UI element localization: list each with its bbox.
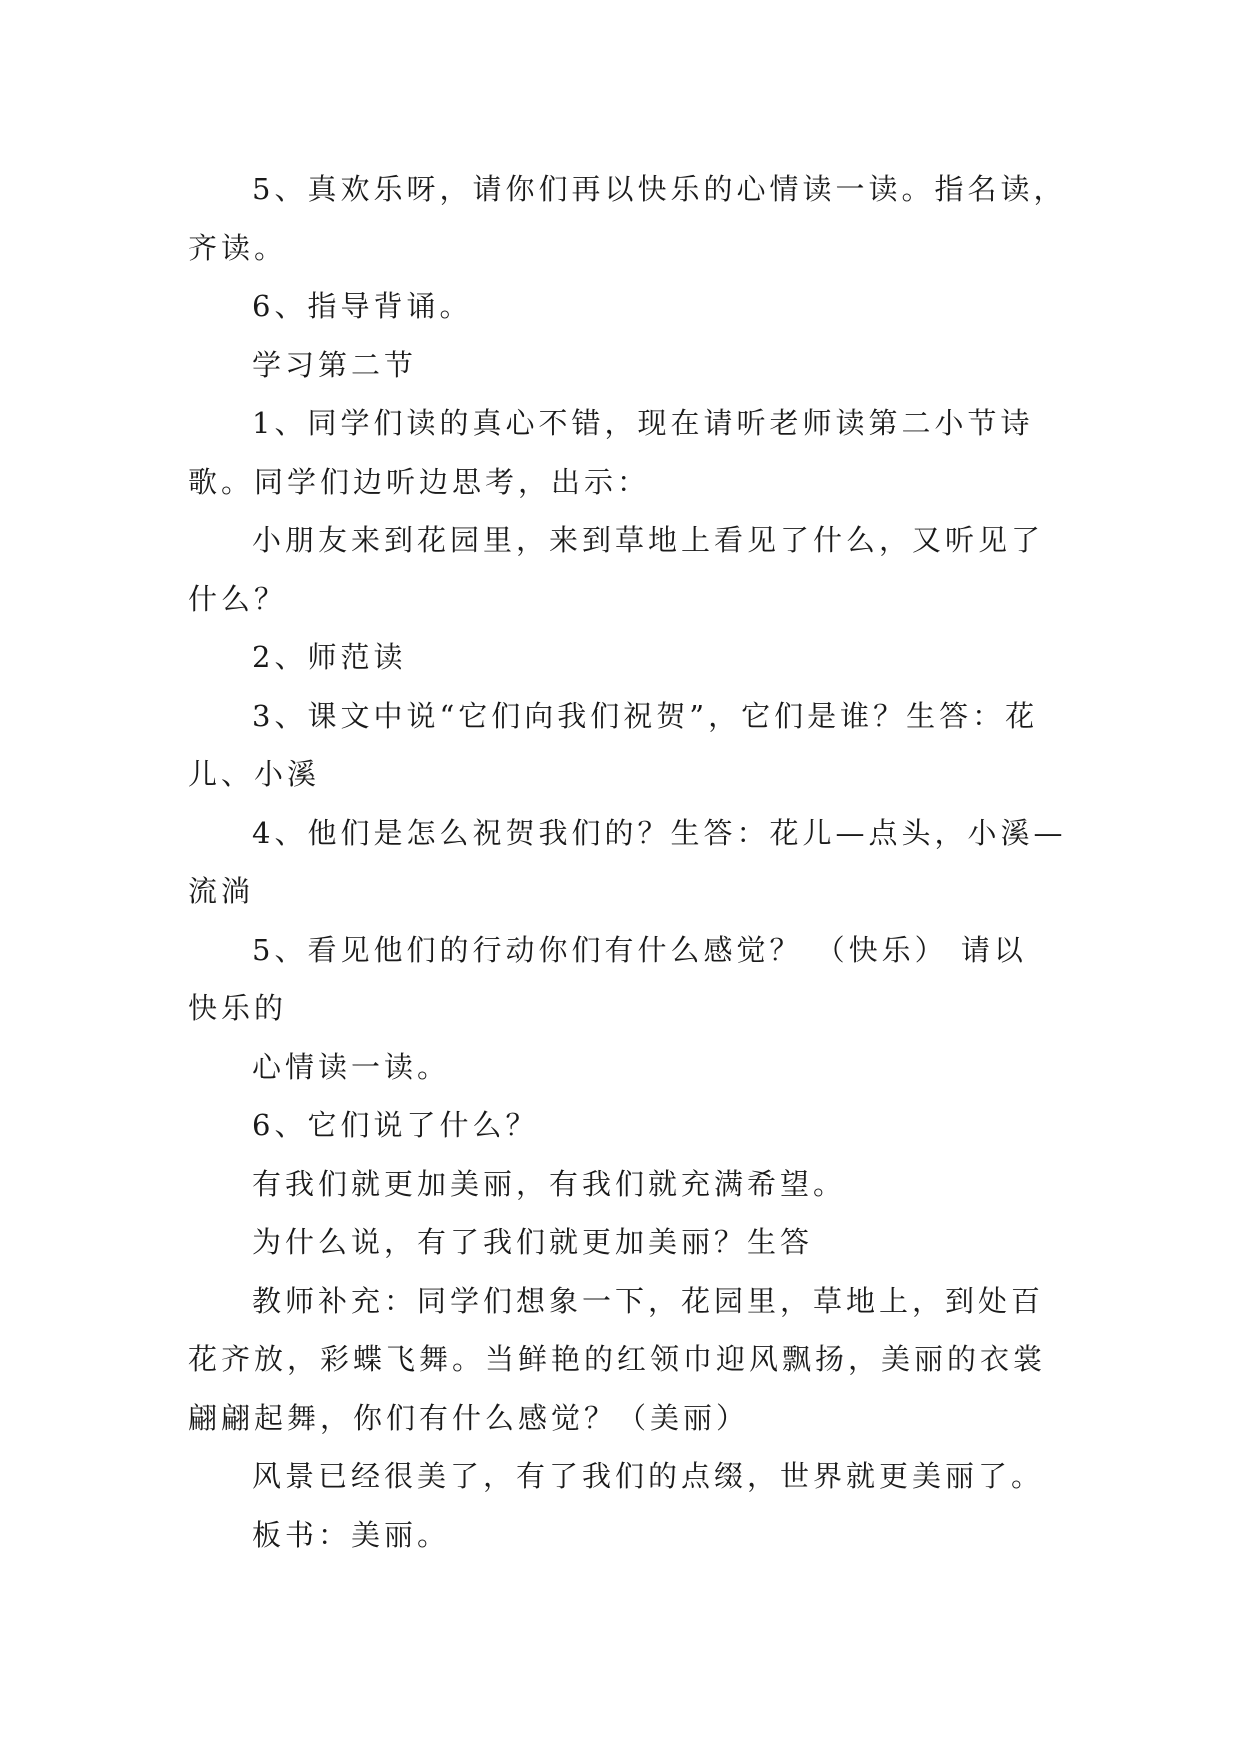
paragraph-line: 6、指导背诵。: [252, 289, 473, 323]
paragraph-line: 6、它们说了什么？: [252, 1108, 539, 1142]
paragraph-line: 流淌: [188, 874, 255, 908]
paragraph-line: 有我们就更加美丽，有我们就充满希望。: [252, 1166, 847, 1201]
paragraph-line: 为什么说，有了我们就更加美丽？生答: [252, 1225, 814, 1259]
paragraph-line: 儿、小溪: [188, 757, 321, 791]
paragraph-line: 翩翩起舞，你们有什么感觉？（美丽）: [188, 1400, 750, 1435]
paragraph-line: 歌。同学们边听边思考，出示：: [188, 464, 651, 499]
document-body: [188, 160, 1088, 1564]
paragraph-line: 快乐的: [188, 991, 288, 1025]
paragraph-line: 什么？: [188, 581, 288, 616]
paragraph-line: 心情读一读。: [252, 1049, 451, 1084]
paragraph-line: 齐读。: [188, 230, 288, 265]
paragraph-line: 5、看见他们的行动你们有什么感觉？ （快乐） 请以: [252, 932, 1027, 967]
paragraph-line: 2、师范读: [252, 640, 407, 674]
paragraph-line: 花齐放，彩蝶飞舞。当鲜艳的红领巾迎风飘扬，美丽的衣裳: [188, 1342, 1047, 1376]
paragraph-line: 风景已经很美了，有了我们的点缀，世界就更美丽了。: [252, 1459, 1045, 1493]
paragraph-line: 4、他们是怎么祝贺我们的？生答：花儿—点头，小溪—: [252, 815, 1067, 850]
paragraph-line: 教师补充：同学们想象一下，花园里，草地上，到处百: [252, 1283, 1045, 1318]
paragraph-line: 3、课文中说“它们向我们祝贺”，它们是谁？生答：花: [252, 698, 1039, 733]
section-heading: 学习第二节: [252, 347, 418, 382]
paragraph-line: 小朋友来到花园里，来到草地上看见了什么，又听见了: [252, 523, 1045, 557]
paragraph-line: 板书：美丽。: [252, 1517, 451, 1552]
paragraph-line: 5、真欢乐呀，请你们再以快乐的心情读一读。指名读，: [252, 172, 1067, 206]
paragraph-line: 1、同学们读的真心不错，现在请听老师读第二小节诗: [252, 406, 1034, 440]
